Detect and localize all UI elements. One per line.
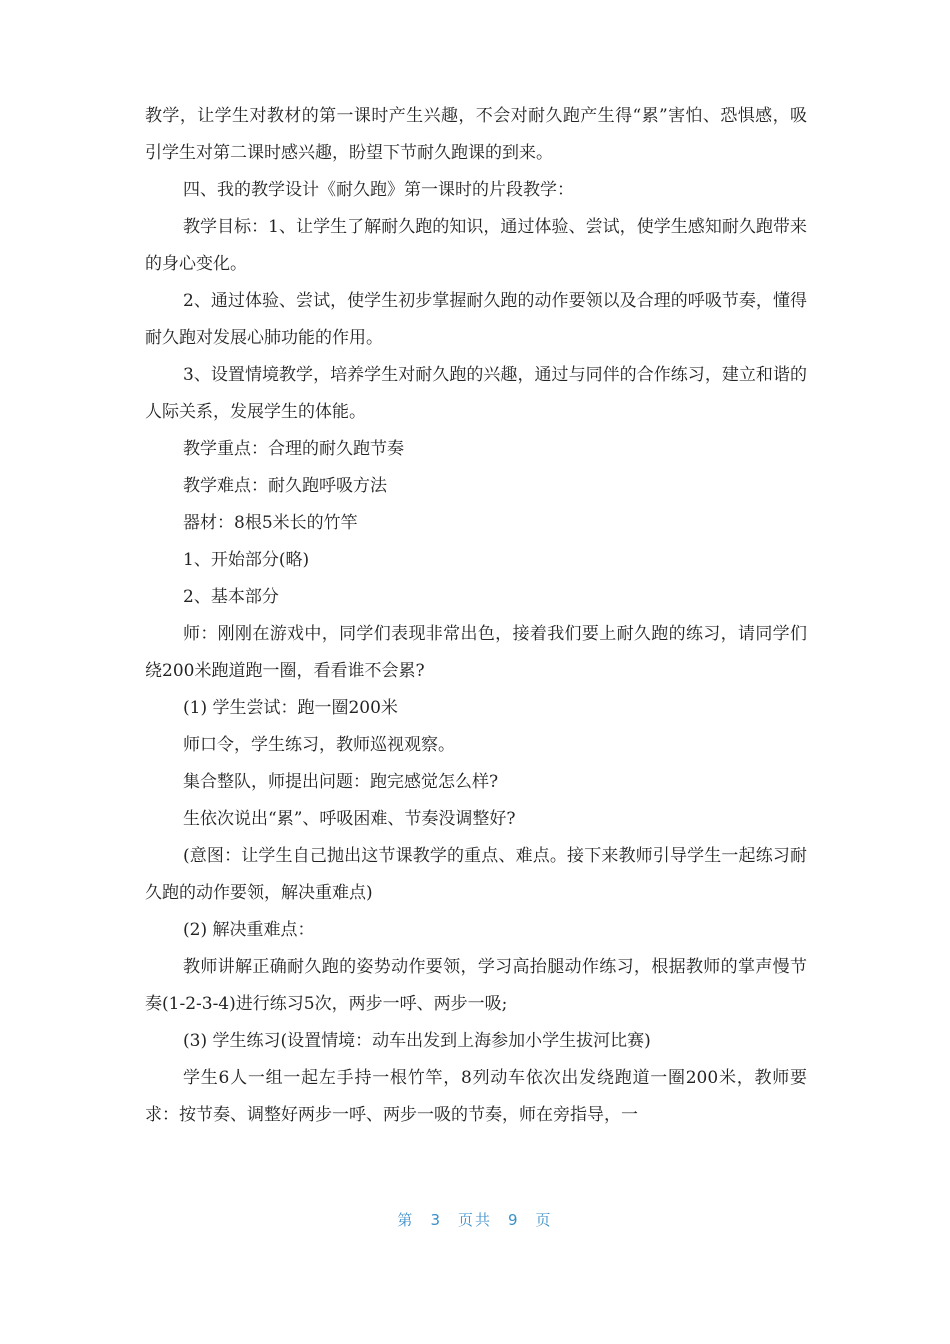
paragraph: (3) 学生练习(设置情境：动车出发到上海参加小学生拔河比赛) (183, 1031, 651, 1051)
paragraph: 教师讲解正确耐久跑的姿势动作要领，学习高抬腿动作练习，根据教师的掌声慢节奏(1-2-3-4)进行练习5次，两步一呼、两步一吸; (145, 957, 807, 1014)
paragraph: 教学，让学生对教材的第一课时产生兴趣，不会对耐久跑产生得“累”害怕、恐惧感，吸引学生对第二课时感兴趣，盼望下节耐久跑课的到来。 (145, 106, 807, 163)
footer-total-pages: 9 (508, 1211, 520, 1229)
paragraph: 2、基本部分 (183, 587, 279, 607)
footer-current-page: 3 (430, 1211, 442, 1229)
paragraph: 师口令，学生练习，教师巡视观察。 (183, 735, 455, 755)
paragraph: 集合整队，师提出问题：跑完感觉怎么样? (183, 772, 499, 792)
paragraph: 教学目标：1、让学生了解耐久跑的知识，通过体验、尝试，使学生感知耐久跑带来的身心变化。 (145, 217, 807, 274)
paragraph: (2) 解决重难点： (183, 920, 315, 940)
paragraph: 1、开始部分(略) (183, 550, 310, 570)
footer-suffix: 页 (535, 1211, 553, 1229)
paragraph: 3、设置情境教学，培养学生对耐久跑的兴趣，通过与同伴的合作练习，建立和谐的人际关系，发展学生的体能。 (145, 365, 807, 422)
paragraph: 器材：8根5米长的竹竿 (183, 513, 358, 533)
paragraph: (意图：让学生自己抛出这节课教学的重点、难点。接下来教师引导学生一起练习耐久跑的动作要领，解决重难点) (145, 846, 807, 903)
footer-prefix: 第 (397, 1211, 415, 1229)
paragraph: 学生6人一组一起左手持一根竹竿，8列动车依次出发绕跑道一圈200米，教师要求：按节奏、调整好两步一呼、两步一吸的节奏，师在旁指导，一 (145, 1068, 807, 1125)
paragraph: 四、我的教学设计《耐久跑》第一课时的片段教学： (183, 180, 574, 200)
paragraph: 教学重点：合理的耐久跑节奏 (183, 439, 404, 459)
paragraph: 教学难点：耐久跑呼吸方法 (183, 476, 387, 496)
paragraph: 2、通过体验、尝试，使学生初步掌握耐久跑的动作要领以及合理的呼吸节奏，懂得耐久跑对发展心肺功能的作用。 (145, 291, 807, 348)
paragraph: 师：刚刚在游戏中，同学们表现非常出色，接着我们要上耐久跑的练习，请同学们绕200米跑道跑一圈，看看谁不会累? (145, 624, 807, 681)
paragraph: (1) 学生尝试：跑一圈200米 (183, 698, 398, 718)
body-text (145, 98, 807, 1134)
paragraph: 生依次说出“累”、呼吸困难、节奏没调整好? (183, 809, 516, 829)
footer-middle: 页共 (457, 1211, 492, 1229)
page-footer (0, 1209, 950, 1230)
